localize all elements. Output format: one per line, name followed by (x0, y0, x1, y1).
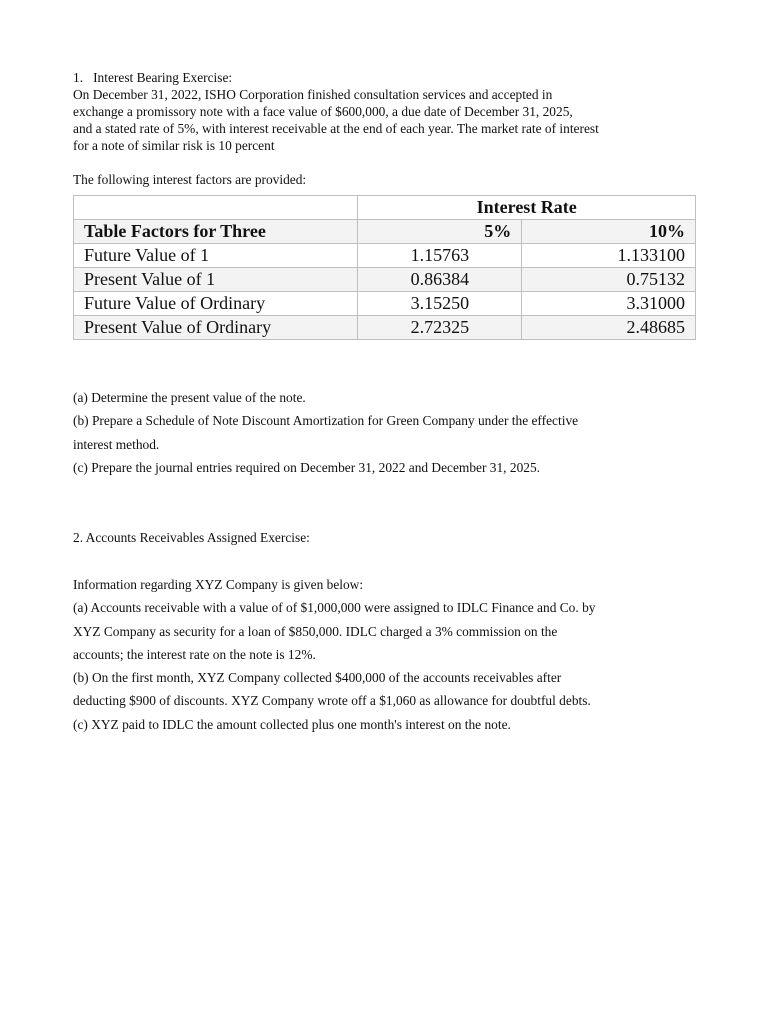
exercise2-heading: 2. Accounts Receivables Assigned Exercise: (73, 530, 310, 545)
row-label: Present Value of 1 (74, 268, 358, 292)
question-line: interest method. (73, 437, 160, 452)
table-row (74, 268, 696, 292)
exercise2-line: (b) On the first month, XYZ Company collected $400,000 of the accounts receivables after (73, 670, 562, 685)
row-label: Future Value of Ordinary (74, 292, 358, 316)
exercise1-para-line: On December 31, 2022, ISHO Corporation finished consultation services and accepted in (73, 87, 553, 102)
question-line: (b) Prepare a Schedule of Note Discount Amortization for Green Company under the effective (73, 413, 579, 428)
rate-5-value: 1.15763 (358, 244, 522, 268)
exercise1-para-line: for a note of similar risk is 10 percent (73, 138, 275, 153)
exercise2-line: (a) Accounts receivable with a value of of $1,000,000 were assigned to IDLC Finance and Co. by (73, 600, 596, 615)
exercise1-title: Interest Bearing Exercise: (93, 70, 233, 85)
rate-10-value: 3.31000 (522, 292, 696, 316)
rate-10-value: 2.48685 (522, 316, 696, 340)
row-label: Present Value of Ordinary (74, 316, 358, 340)
question-line: (a) Determine the present value of the note. (73, 390, 306, 405)
exercise1-para-line: exchange a promissory note with a face value of $600,000, a due date of December 31, 2025, (73, 104, 573, 119)
exercise2-line: deducting $900 of discounts. XYZ Company wrote off a $1,060 as allowance for doubtful debts. (73, 693, 591, 708)
rate-10-value: 0.75132 (522, 268, 696, 292)
rate-10-header: 10% (522, 220, 696, 244)
table-column-header-row (74, 220, 696, 244)
table-row (74, 316, 696, 340)
rate-5-value: 2.72325 (358, 316, 522, 340)
rate-5-value: 0.86384 (358, 268, 522, 292)
table-group-header-row (74, 196, 696, 220)
exercise1-para-line: and a stated rate of 5%, with interest receivable at the end of each year. The market rate of interest (73, 121, 599, 136)
rate-5-header: 5% (358, 220, 522, 244)
exercise2-line: Information regarding XYZ Company is given below: (73, 577, 364, 592)
exercise2-line: (c) XYZ paid to IDLC the amount collected plus one month's interest on the note. (73, 717, 511, 732)
question-line: (c) Prepare the journal entries required on December 31, 2022 and December 31, 2025. (73, 460, 541, 475)
rate-5-value: 3.15250 (358, 292, 522, 316)
row-label: Future Value of 1 (74, 244, 358, 268)
exercise2-line: accounts; the interest rate on the note is 12%. (73, 647, 316, 662)
exercise1-number: 1. (73, 70, 84, 85)
table-row (74, 292, 696, 316)
table-row (74, 244, 696, 268)
interest-factors-table (73, 195, 696, 340)
rate-10-value: 1.133100 (522, 244, 696, 268)
exercise1-heading (73, 69, 232, 86)
factors-intro: The following interest factors are provided: (73, 172, 307, 187)
table-factors-header: Table Factors for Three (74, 220, 358, 244)
exercise2-line: XYZ Company as security for a loan of $850,000. IDLC charged a 3% commission on the (73, 624, 558, 639)
table-corner-cell (74, 196, 358, 220)
interest-rate-header: Interest Rate (358, 196, 696, 220)
